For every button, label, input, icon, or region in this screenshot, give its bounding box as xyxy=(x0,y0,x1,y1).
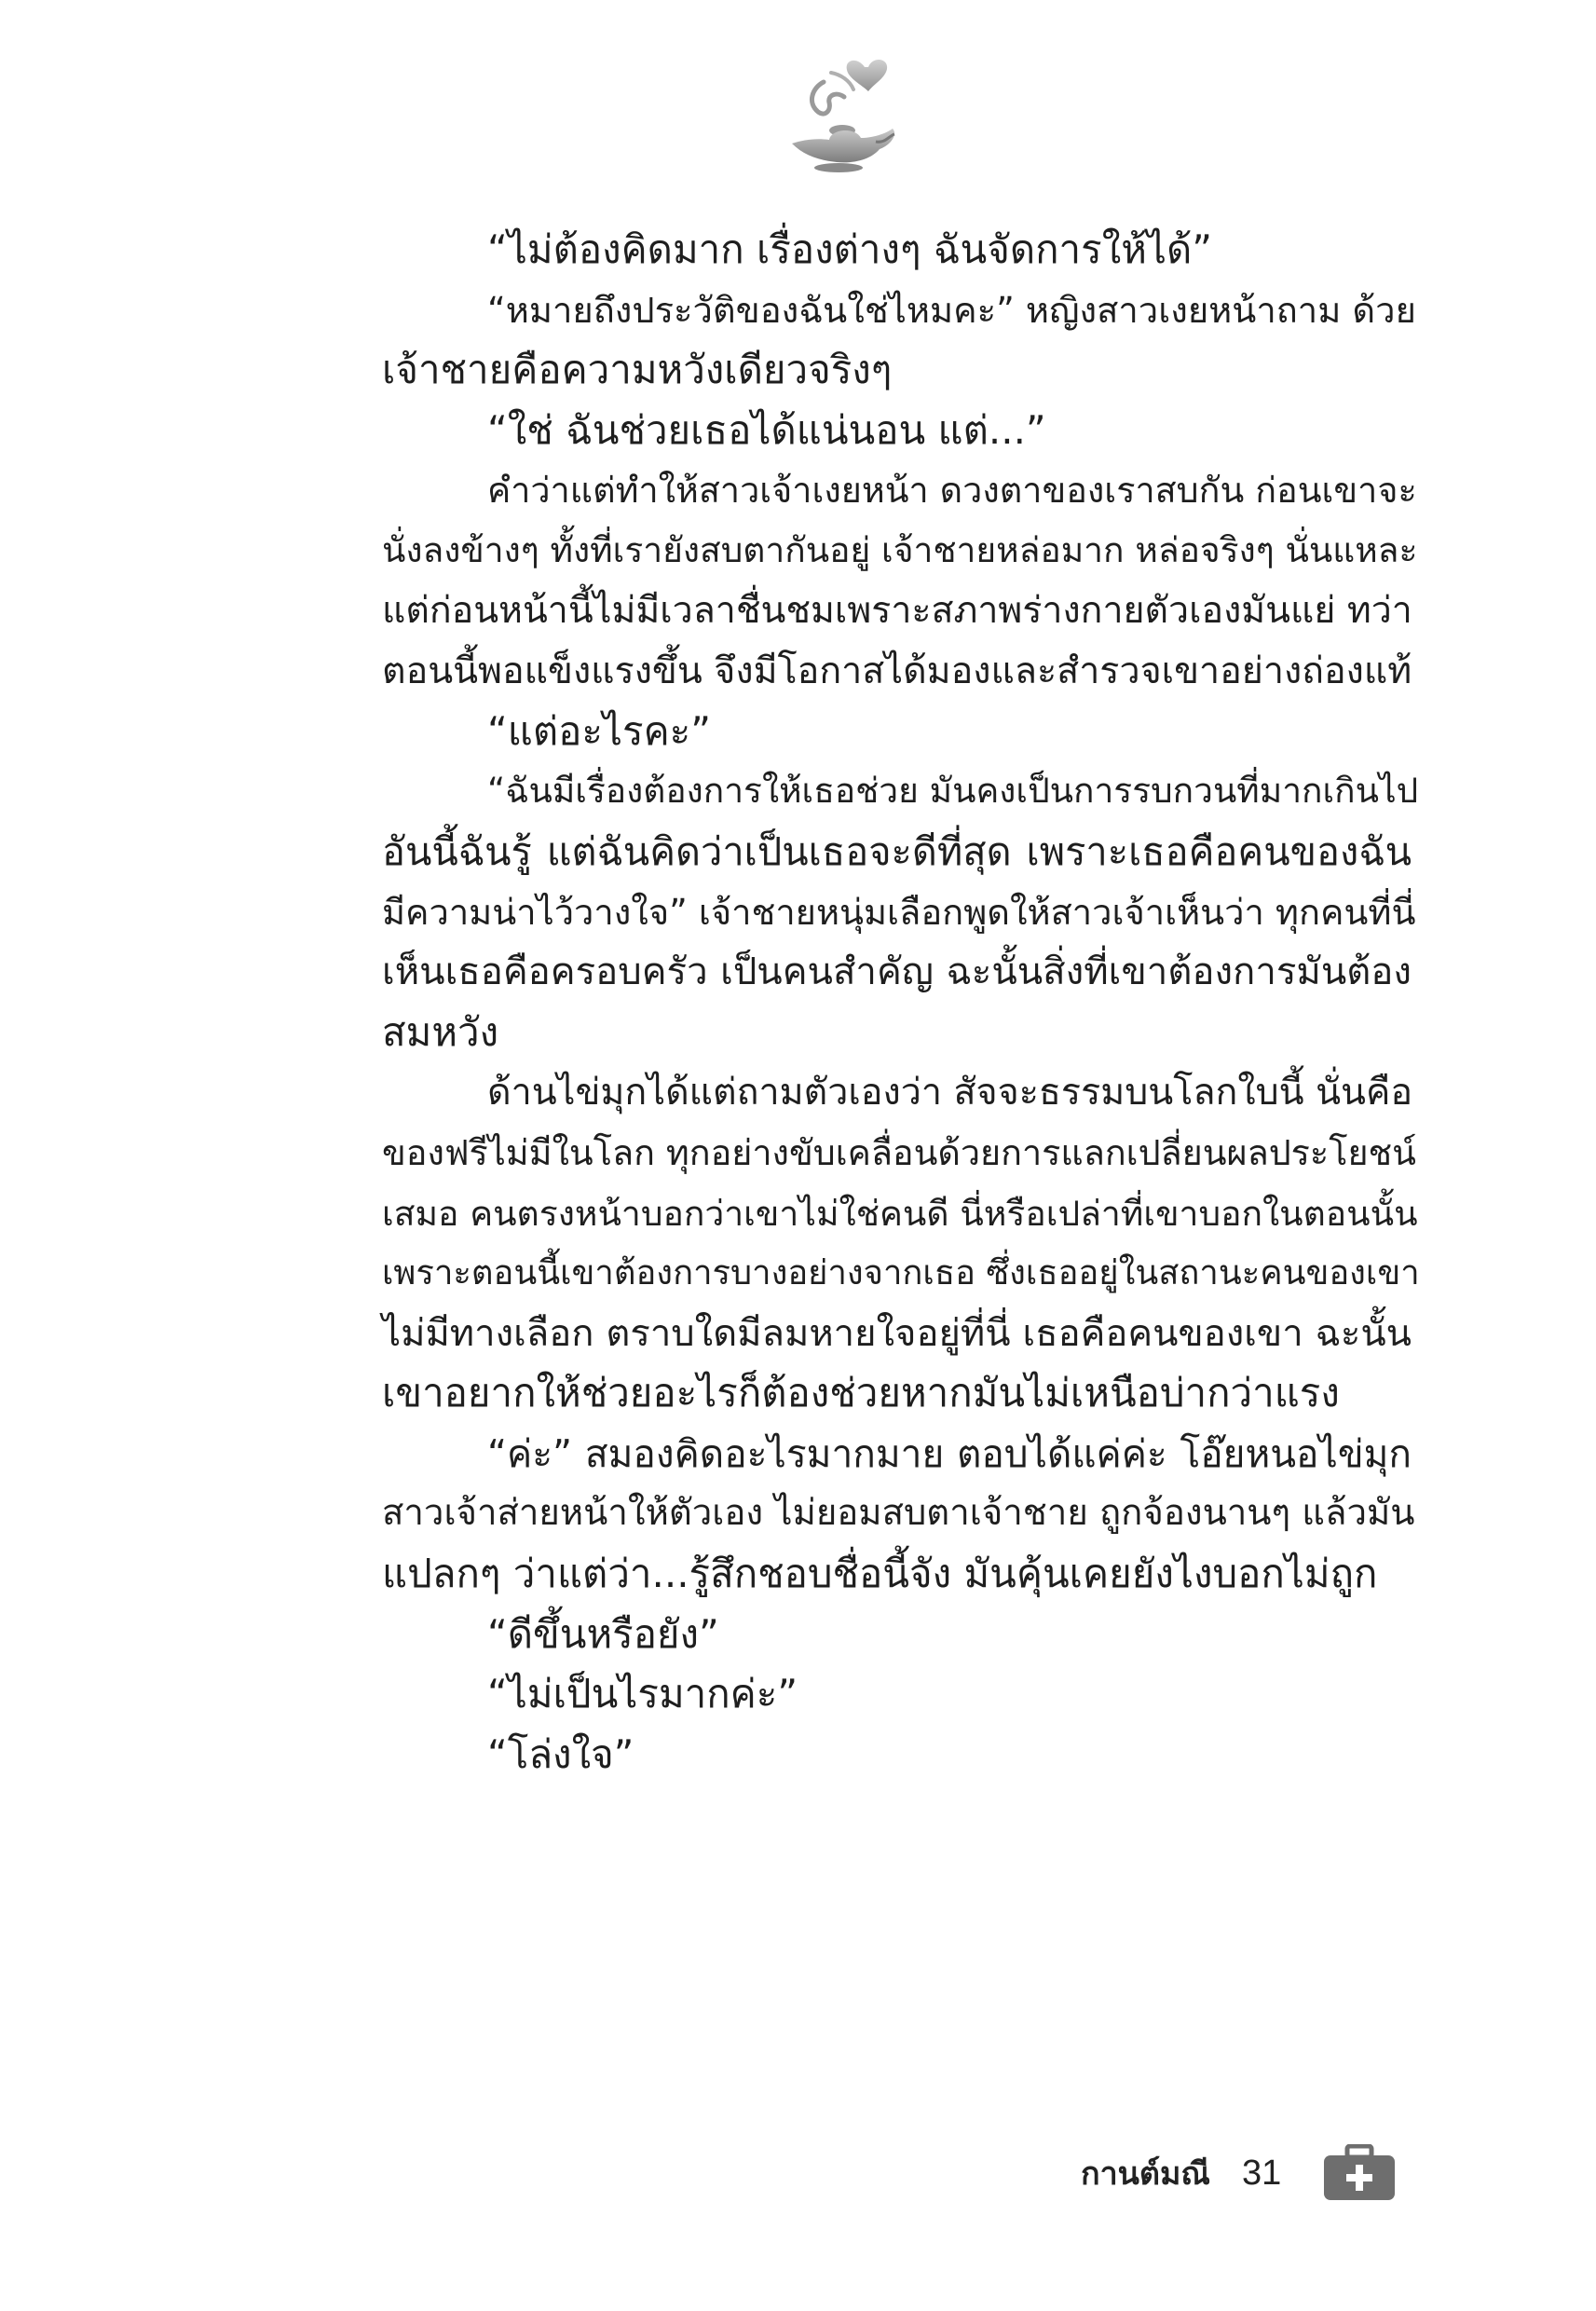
text-line: เพราะตอนนี้เขาต้องการบางอย่างจากเธอ ซึ่งเธออยู่ในสถานะคนของเขา xyxy=(382,1252,1420,1293)
page-footer xyxy=(1081,2143,1397,2203)
text-line: “หมายถึงประวัติของฉันใช่ไหมคะ” หญิงสาวเงยหน้าถาม ด้วย xyxy=(487,289,1416,331)
paragraph xyxy=(277,1605,1412,1665)
text-line: เสมอ คนตรงหน้าบอกว่าเขาไม่ใช่คนดี นี่หรือเปล่าที่เขาบอกในตอนนั้น xyxy=(382,1192,1418,1234)
text-line: แต่ก่อนหน้านี้ไม่มีเวลาชื่นชมเพราะสภาพร่างกายตัวเองมันแย่ ทว่า xyxy=(382,589,1412,632)
text-line: สาวเจ้าส่ายหน้าให้ตัวเอง ไม่ยอมสบตาเจ้าชาย ถูกจ้องนานๆ แล้วมัน xyxy=(382,1492,1415,1535)
medical-kit-icon xyxy=(1322,2144,1397,2202)
text-line: “ไม่เป็นไรมากค่ะ” xyxy=(487,1671,798,1717)
paragraph xyxy=(277,702,1412,762)
paragraph xyxy=(277,1424,1415,1605)
page-number: 31 xyxy=(1241,2153,1282,2193)
text-line: “ไม่ต้องคิดมาก เรื่องต่างๆ ฉันจัดการให้ได้” xyxy=(487,226,1213,272)
paragraph xyxy=(277,761,1419,1062)
paragraph xyxy=(277,460,1418,701)
text-line: “ดีขึ้นหรือยัง” xyxy=(487,1610,719,1657)
text-line: สมหวัง xyxy=(382,1008,499,1055)
paragraph xyxy=(277,401,1412,461)
text-line: อันนี้ฉันรู้ แต่ฉันคิดว่าเป็นเธอจะดีที่สุด เพราะเธอคือคนของฉัน xyxy=(382,827,1412,874)
text-line: ไม่มีทางเลือก ตราบใดมีลมหายใจอยู่ที่นี่ เธอคือคนของเขา ฉะนั้น xyxy=(382,1311,1412,1355)
paragraph xyxy=(277,1725,1412,1785)
text-line: มีความน่าไว้วางใจ” เจ้าชายหนุ่มเลือกพูดให้สาวเจ้าเห็นว่า ทุกคนที่นี่ xyxy=(382,891,1416,933)
paragraph xyxy=(277,1664,1412,1725)
text-line: แปลกๆ ว่าแต่ว่า...รู้สึกชอบชื่อนี้จัง มันคุ้นเคยยังไงบอกไม่ถูก xyxy=(382,1551,1378,1597)
text-line: ตอนนี้พอแข็งแรงขึ้น จึงมีโอกาสได้มองและสำรวจเขาอย่างถ่องแท้ xyxy=(382,650,1412,693)
paragraph xyxy=(277,1062,1420,1424)
text-line: เห็นเธอคือครอบครัว เป็นคนสำคัญ ฉะนั้นสิ่งที่เขาต้องการมันต้อง xyxy=(382,950,1412,994)
text-line: นั่งลงข้างๆ ทั้งที่เรายังสบตากันอยู่ เจ้าชายหล่อมาก หล่อจริงๆ นั่นแหละ xyxy=(382,529,1418,570)
text-line: “แต่อะไรคะ” xyxy=(487,707,711,754)
paragraph xyxy=(277,280,1416,401)
text-line: ของฟรีไม่มีในโลก ทุกอย่างขับเคลื่อนด้วยการแลกเปลี่ยนผลประโยชน์ xyxy=(382,1131,1416,1173)
text-line: “ใช่ ฉันช่วยเธอได้แน่นอน แต่...” xyxy=(487,406,1046,453)
text-line: เจ้าชายคือความหวังเดียวจริงๆ xyxy=(382,347,893,393)
text-line: ด้านไข่มุกได้แต่ถามตัวเองว่า สัจจะธรรมบนโลกใบนี้ นั่นคือ xyxy=(487,1071,1412,1114)
text-line: “ค่ะ” สมองคิดอะไรมากมาย ตอบได้แค่ค่ะ โอ๊ยหนอไข่มุก xyxy=(487,1430,1412,1476)
text-line: เขาอยากให้ช่วยอะไรก็ต้องช่วยหากมันไม่เหนือบ่ากว่าแรง xyxy=(382,1370,1340,1416)
paragraph xyxy=(277,220,1412,280)
text-line: “ฉันมีเรื่องต้องการให้เธอช่วย มันคงเป็นการรบกวนที่มากเกินไป xyxy=(487,771,1419,812)
text-line: คำว่าแต่ทำให้สาวเจ้าเงยหน้า ดวงตาของเราสบกัน ก่อนเขาจะ xyxy=(487,470,1417,512)
genie-lamp-with-heart-icon xyxy=(775,54,906,175)
text-line: “โล่งใจ” xyxy=(487,1730,634,1777)
book-title: กานต์มณี xyxy=(1081,2155,1210,2193)
body-text xyxy=(277,220,1420,1785)
